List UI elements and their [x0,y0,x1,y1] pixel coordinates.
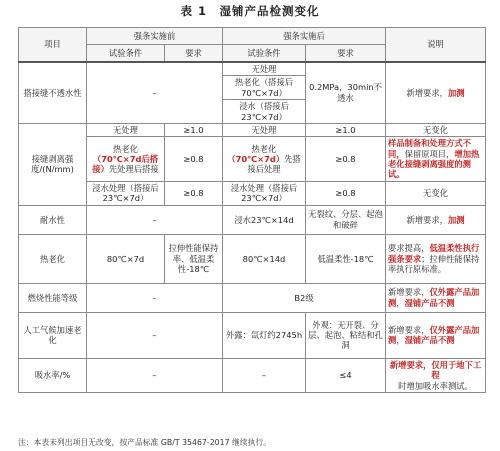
peel-remark-2b: 保留原项目， [404,148,455,159]
absorb-before: – [87,358,223,392]
header-after-cond: 试验条件 [223,45,306,62]
uv-remark [386,312,486,358]
peel-before-cond-2b: （70℃×7d后搭接） [92,153,159,175]
seam-item: 搭接缝不透水性 [19,62,87,124]
heat-item: 热老化 [19,234,87,283]
heat-remark [386,234,486,283]
heat-after-req: 低温柔性-18℃ [306,234,386,283]
burn-item: 燃烧性能等级 [19,283,87,312]
absorb-remark-text: 时增加吸水率测试。 [398,380,473,391]
heat-before-cond: 80℃×7d [87,234,165,283]
burn-after: B2级 [223,283,386,312]
heat-remark-text: 要求提高， [388,243,430,254]
peel-remark-2c: 增加热老化接缝剥离强度的测试。 [388,148,480,180]
header-after-req: 要求 [306,45,386,62]
peel-before-cond-2a: 热老化 [113,143,138,154]
peel-remark-2 [386,137,486,181]
header-item: 项目 [19,28,87,62]
peel-after-cond-2b: （70℃×7d） [227,153,285,164]
peel-after-req-2: ≥0.8 [306,137,386,181]
peel-after-cond-3: 浸水处理（搭接后23℃×7d） [223,181,306,205]
uv-before: – [87,312,223,358]
header-before: 强条实施前 [87,28,223,45]
seam-after-cond-1: 无处理 [223,62,306,76]
heat-remark-tail: ；拉伸性能保持率执行原标准。 [388,253,480,274]
uv-remark-highlight-2: 湿铺产品不测 [404,335,455,346]
peel-before-cond-1: 无处理 [87,124,165,137]
uv-after-cond: 外露：氙灯约2745h [223,312,306,358]
uv-after-req: 外观：无开裂、分层、起泡、粘结和孔洞 [306,312,386,358]
burn-remark-comma: ， [396,297,405,308]
burn-remark-text: 新增要求， [388,287,430,298]
header-before-cond: 试验条件 [87,45,165,62]
seam-remark-text: 新增要求， [406,87,448,98]
table-title: 表 1 湿铺产品检测变化 [180,4,320,18]
peel-before-cond-2 [87,137,165,181]
absorb-item: 吸水率/% [19,358,87,392]
water-item: 耐水性 [19,205,87,234]
spec-table [18,27,486,393]
uv-remark-comma: ， [396,335,405,346]
peel-before-cond-3: 浸水处理（搭接后23℃×7d） [87,181,165,205]
water-remark-text: 新增要求， [406,214,448,225]
peel-before-cond-2c: 先处理后搭接 [108,164,159,175]
burn-remark-highlight-1: 仅外露产品加测 [388,287,480,308]
peel-before-req-2: ≥0.8 [165,137,223,181]
peel-before-req-1: ≥1.0 [165,124,223,137]
seam-remark [386,62,486,124]
peel-item: 接缝剥离强度/(N/mm) [19,124,87,206]
header-remark: 说明 [386,28,486,62]
water-remark-highlight: 加测 [447,214,465,225]
peel-after-cond-2a: 热老化 [251,143,277,154]
water-after-cond: 浸水23℃×14d [223,205,306,234]
seam-before: – [87,62,223,124]
seam-after-req: 0.2MPa，30min不透水 [306,62,386,124]
uv-remark-text: 新增要求， [388,324,430,335]
heat-after-cond: 80℃×14d [223,234,306,283]
water-before: – [87,205,223,234]
header-before-req: 要求 [165,45,223,62]
peel-after-cond-2 [223,137,306,181]
absorb-after-cond: – [223,358,306,392]
peel-after-cond-1: 无处理 [223,124,306,137]
seam-after-cond-2: 热老化（搭接后70℃×7d） [223,76,306,100]
burn-before: – [87,283,223,312]
peel-after-req-1: ≥1.0 [306,124,386,137]
table-note: 注：本表未列出项目无改变，按产品标准 GB/T 35467-2017 继续执行。 [18,438,272,447]
heat-before-req: 拉伸性能保持率、低温柔性-18℃ [165,234,223,283]
header-after: 强条实施后 [223,28,386,45]
uv-item: 人工气候加速老化 [19,312,87,358]
peel-after-req-3: ≥0.8 [306,181,386,205]
peel-remark-3: 无变化 [386,181,486,205]
burn-remark [386,283,486,312]
uv-remark-highlight-1: 仅外露产品加测 [388,324,480,346]
heat-remark-highlight: 低温柔性执行强条要求 [388,243,480,264]
absorb-remark-highlight: 新增要求，仅用于地下工程 [389,359,482,381]
seam-remark-highlight: 加测 [447,87,465,98]
peel-after-cond-2c: 先搭接后处理 [247,153,301,175]
peel-remark-2a: 样品制备和处理方式不同， [388,138,471,159]
absorb-after-req: ≤4 [306,358,386,392]
seam-after-cond-3: 浸水（搭接后23℃×7d） [223,100,306,124]
water-after-req: 无裂纹、分层、起泡和破碎 [306,205,386,234]
burn-remark-highlight-2: 湿铺产品不测 [404,297,455,308]
peel-remark-1: 无变化 [386,124,486,137]
absorb-remark [386,358,486,392]
peel-before-req-3: ≥0.8 [165,181,223,205]
water-remark [386,205,486,234]
